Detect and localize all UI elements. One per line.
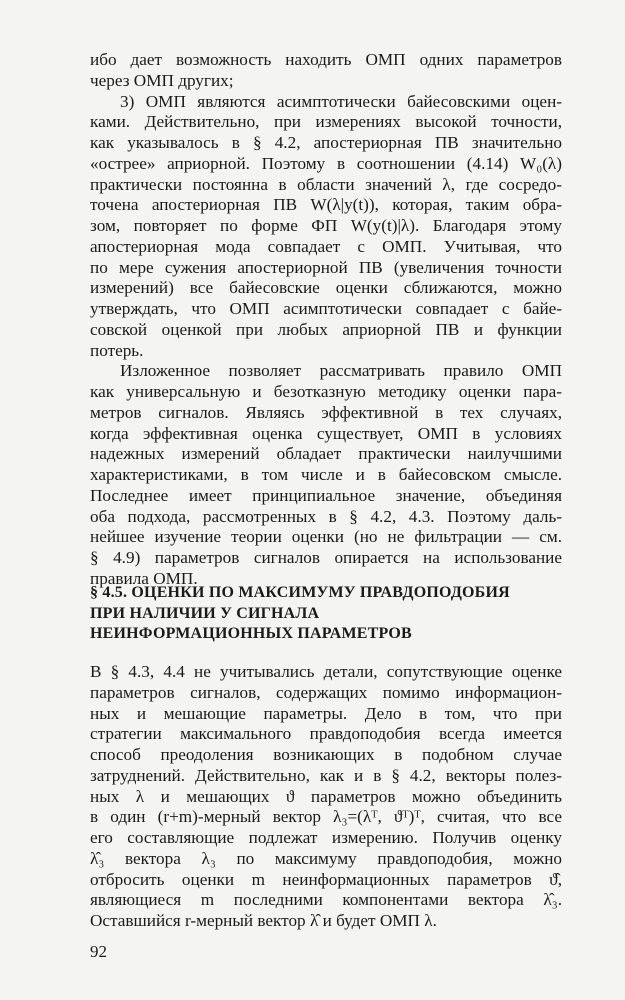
text-line: по мере сужения апостериорной ПВ (увеличения точности <box>90 257 562 277</box>
text-line: ных λ и мешающих ϑ параметров можно объединить <box>90 786 562 806</box>
text-line: оба подхода, рассмотренных в § 4.2, 4.3. Поэтому даль- <box>90 506 562 526</box>
heading-line: § 4.5. ОЦЕНКИ ПО МАКСИМУМУ ПРАВДОПОДОБИЯ <box>90 584 510 601</box>
text-line: способ преодоления возникающих в подобном случае <box>90 745 562 764</box>
text-line: «острее» априорной. Поэтому в соотношении (4.14) W₀(λ) <box>90 153 562 173</box>
text-block-top <box>90 50 562 590</box>
text-line: § 4.9) параметров сигналов опирается на использование <box>90 548 562 567</box>
text-line: стратегии максимального правдоподобия всегда имеется <box>90 724 562 744</box>
text-line: измерений) все байесовские оценки сближаются, можно <box>90 278 562 298</box>
section-heading <box>90 583 562 645</box>
text-line: ками. Действительно, при измерениях высокой точности, <box>90 112 562 132</box>
text-line: как универсальную и безотказную методику оценки пара- <box>90 382 562 401</box>
text-line: зом, повторяет по форме ФП W(y(t)|λ). Благодаря этому <box>90 216 562 235</box>
text-line: правила ОМП. <box>90 568 198 588</box>
text-block-bottom <box>90 662 562 932</box>
text-line: В § 4.3, 4.4 не учитывались детали, сопутствующие оценке <box>90 662 562 681</box>
text-line: параметров сигналов, содержащих помимо информацион- <box>90 682 562 702</box>
text-line: утверждать, что ОМП асимптотически совпадает с байе- <box>90 299 562 318</box>
text-line: Изложенное позволяет рассматривать правило ОМП <box>120 361 562 381</box>
heading-line: ПРИ НАЛИЧИИ У СИГНАЛА <box>90 604 320 622</box>
text-line: затруднений. Действительно, как и в § 4.2, векторы полез- <box>90 765 562 785</box>
text-line: ибо дает возможность находить ОМП одних параметров <box>90 50 562 69</box>
text-line: нейшее изучение теории оценки (но не фильтрации — см. <box>90 527 562 547</box>
text-line: Оставшийся r-мерный вектор λ̂ и будет ОМП λ. <box>90 911 437 930</box>
text-line: являющиеся m последними компонентами вектора λ̂₃. <box>90 890 562 910</box>
text-line: потерь. <box>90 340 144 360</box>
text-line: совской оценкой при любых априорной ПВ и функции <box>90 319 562 339</box>
text-line: 3) ОМП являются асимптотически байесовскими оцен- <box>120 91 562 111</box>
text-line: как указывалось в § 4.2, апостериорная ПВ значительно <box>90 133 562 152</box>
text-line: через ОМП других; <box>90 70 234 90</box>
text-line: точена апостериорная ПВ W(λ|y(t)), которая, таким обра- <box>90 195 562 215</box>
page-number: 92 <box>90 942 107 961</box>
text-line: практически постоянна в области значений λ, где сосредо- <box>90 174 562 194</box>
text-line: метров сигналов. Являясь эффективной в тех случаях, <box>90 402 562 422</box>
text-line: Последнее имеет принципиальное значение, объединяя <box>90 485 562 505</box>
text-line: в один (r+m)-мерный вектор λ₃=(λᵀ, ϑᵀ)ᵀ, считая, что все <box>90 807 562 827</box>
text-line: надежных измерений обладает практически наилучшими <box>90 444 562 464</box>
text-line: его составляющие подлежат измерению. Получив оценку <box>90 828 562 847</box>
heading-line: НЕИНФОРМАЦИОННЫХ ПАРАМЕТРОВ <box>90 625 412 642</box>
text-line: λ̂₃ вектора λ₃ по максимуму правдоподобия, можно <box>90 848 562 868</box>
text-line: характеристиками, в том числе и в байесовском смысле. <box>90 465 562 484</box>
text-line: апостериорная мода совпадает с ОМП. Учитывая, что <box>90 236 562 256</box>
text-line: отбросить оценки m неинформационных параметров ϑ̂, <box>90 869 562 889</box>
text-line: ных и мешающие параметры. Дело в том, что при <box>90 703 562 723</box>
text-line: когда эффективная оценка существует, ОМП в условиях <box>90 423 562 443</box>
